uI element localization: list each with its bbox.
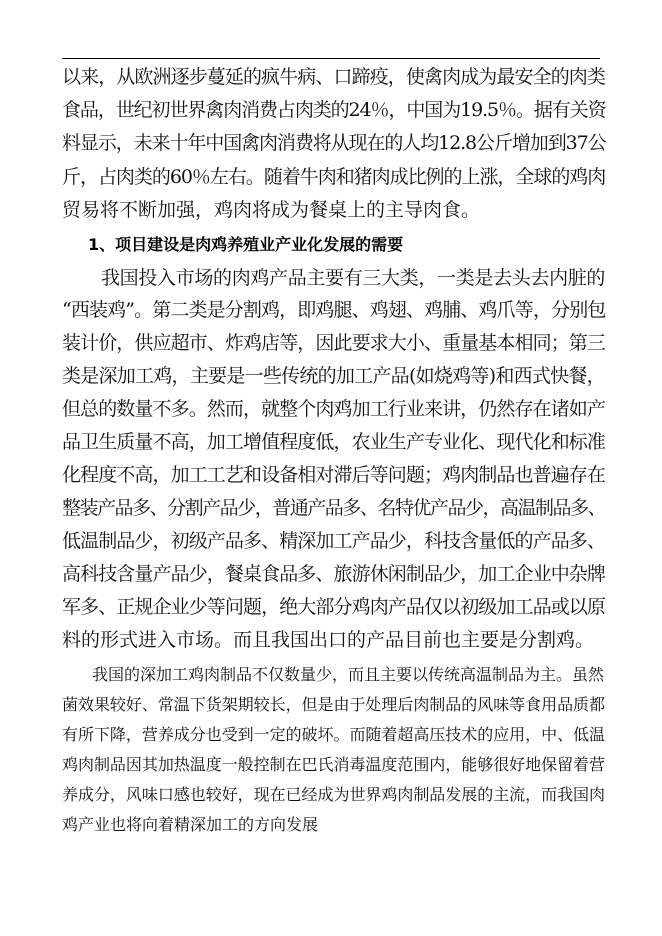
- paragraph1-line-2: 食品，世纪初世界禽肉消费占肉类的24％，中国为19.5％。据有关资: [62, 99, 606, 121]
- paragraph2-line-9: 低温制品少，初级产品多、精深加工产品少，科技含量低的产品多、: [62, 530, 606, 552]
- paragraph2-line-3: 装计价，供应超市、炸鸡店等，因此要求大小、重量基本相同；第三: [62, 332, 606, 354]
- paragraph2-line-4: 类是深加工鸡，主要是一些传统的加工产品(如烧鸡等)和西式快餐，: [62, 365, 605, 387]
- paragraph3-line-4: 鸡肉制品因其加热温度一般控制在巴氏消毒温度范围内，能够很好地保留着营: [62, 755, 605, 774]
- paragraph1-line-5: 贸易将不断加强，鸡肉将成为餐桌上的主导肉食。: [62, 199, 481, 221]
- section-heading: 1、项目建设是肉鸡养殖业产业化发展的需要: [88, 235, 404, 254]
- paragraph3-line-3: 有所下降，营养成分也受到一定的破坏。而随着超高压技术的应用，中、低温: [62, 725, 605, 744]
- paragraph2-line-8: 整装产品多、分割产品少，普通产品多、名特优产品少，高温制品多、: [62, 497, 606, 519]
- paragraph2-line-11: 军多、正规企业少等问题，绝大部分鸡肉产品仅以初级加工品或以原: [62, 596, 606, 618]
- paragraph2-line-12: 料的形式进入市场。而且我国出口的产品目前也主要是分割鸡。: [62, 629, 595, 651]
- paragraph2-line-7: 化程度不高，加工工艺和设备相对滞后等问题；鸡肉制品也普遍存在: [62, 464, 606, 486]
- paragraph2-line-1: 我国投入市场的肉鸡产品主要有三大类，一类是去头去内脏的: [101, 267, 606, 289]
- paragraph1-line-1: 以来，从欧洲逐步蔓延的疯牛病、口蹄疫，使禽肉成为最安全的肉类: [62, 66, 606, 88]
- header-rule: [62, 58, 600, 59]
- paragraph3-line-2: 菌效果较好、常温下货架期较长，但是由于处理后肉制品的风味等食用品质都: [62, 695, 605, 714]
- paragraph3-line-1: 我国的深加工鸡肉制品不仅数量少，而且主要以传统高温制品为主。虽然: [92, 665, 605, 684]
- paragraph1-line-4: 斤，占肉类的60％左右。随着牛肉和猪肉成比例的上涨，全球的鸡肉: [62, 166, 606, 188]
- paragraph2-line-5: 但总的数量不多。然而，就整个肉鸡加工行业来讲，仍然存在诸如产: [62, 398, 606, 420]
- paragraph2-line-10: 高科技含量产品少，餐桌食品多、旅游休闲制品少，加工企业中杂牌: [62, 563, 606, 585]
- paragraph2-line-6: 品卫生质量不高，加工增值程度低，农业生产专业化、现代化和标准: [62, 431, 606, 453]
- paragraph3-line-5: 养成分，风味口感也较好，现在已经成为世界鸡肉制品发展的主流，而我国肉: [62, 785, 605, 804]
- paragraph1-line-3: 料显示，未来十年中国禽肉消费将从现在的人均12.8公斤增加到37公: [62, 132, 606, 154]
- paragraph3-line-6: 鸡产业也将向着精深加工的方向发展: [62, 815, 319, 834]
- paragraph2-line-2: “西装鸡”。第二类是分割鸡，即鸡腿、鸡翅、鸡脯、鸡爪等，分别包: [62, 299, 606, 321]
